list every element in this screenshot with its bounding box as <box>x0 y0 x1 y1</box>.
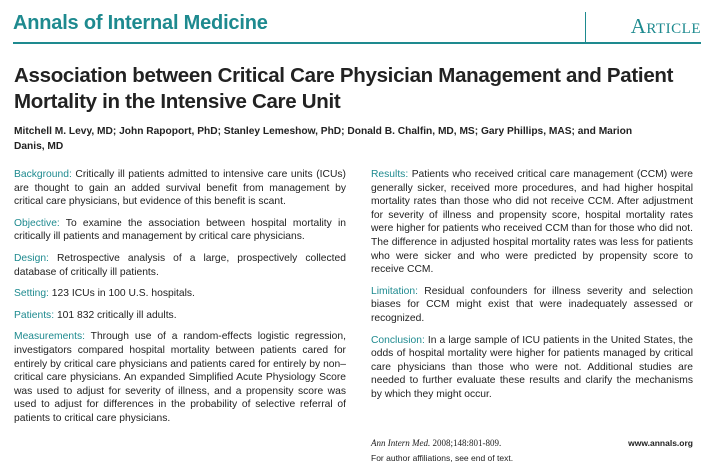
article-title: Association between Critical Care Physician Management and Patient Mortality in the Intensive Care Unit <box>14 64 674 113</box>
section-text: 101 832 critically ill adults. <box>56 309 177 321</box>
abstract-limitation <box>371 285 693 326</box>
section-heading: Setting: <box>14 288 49 300</box>
section-text: Through use of a random-effects logistic regression, investigators compared hospital mortality between patients cared for entirely by critical care physicians and patients cared for entirely by non–critical care physicians. An expanded Simplified Acute Physiology Score was used to adjust for severity of illness, and a propensity score was used to adjust for differences in the probability of selective referral of patients to critical care physicians. <box>14 331 346 424</box>
section-text: 123 ICUs in 100 U.S. hospitals. <box>51 288 195 300</box>
abstract-left-column <box>14 168 346 434</box>
section-text: Patients who received critical care management (CCM) were generally sicker, received more procedures, and had higher hospital mortality rates than those who did not receive CCM. After adjustment for severity of illness and propensity score, hospital mortality rates were higher for patients who received CCM than for those who did not. The difference in adjusted hospital mortality rates was less for patients who were sicker and who were predicted by propensity score to receive CCM. <box>371 169 693 276</box>
abstract-right-column <box>371 168 693 410</box>
section-text: In a large sample of ICU patients in the United States, the odds of hospital mortality were higher for patients managed by critical care physicians than those who were not. Additional studies are needed to further evaluate these results and clarify the mechanisms by which they might occur. <box>371 334 693 400</box>
section-heading: Conclusion: <box>371 334 425 346</box>
citation-volume: 2008;148:801-809. <box>430 438 502 448</box>
abstract-patients <box>14 309 346 323</box>
abstract-background <box>14 168 346 209</box>
abstract-objective <box>14 217 346 244</box>
section-heading: Measurements: <box>14 331 85 343</box>
author-list: Mitchell M. Levy, MD; John Rapoport, PhD; Stanley Lemeshow, PhD; Donald B. Chalfin, MD, MS; Gary Phillips, MAS; and Marion Danis, MD <box>14 126 633 152</box>
abstract-design <box>14 252 346 279</box>
section-label-rest: RTICLE <box>646 21 701 37</box>
section-label-initial: A <box>630 14 647 38</box>
citation-journal: Ann Intern Med. <box>371 438 431 448</box>
citation <box>371 438 501 448</box>
section-text: Residual confounders for illness severity and selection biases for CCM might exist that were inadequately assessed or recognized. <box>371 285 693 324</box>
affiliations-note: For author affiliations, see end of text. <box>371 453 514 463</box>
section-heading: Results: <box>371 169 409 180</box>
header-rule <box>13 42 701 44</box>
section-text: Critically ill patients admitted to intensive care units (ICUs) are thought to gain an added survival benefit from management by critical care physicians, but evidence of this benefit is scant. <box>14 169 346 208</box>
section-heading: Design: <box>14 252 49 264</box>
abstract-results <box>371 168 693 277</box>
section-heading: Patients: <box>14 309 55 321</box>
header-divider <box>585 12 586 42</box>
section-heading: Limitation: <box>371 285 418 297</box>
abstract-conclusion <box>371 334 693 402</box>
section-text: To examine the association between hospital mortality in critically ill patients and management by critical care physicians. <box>14 217 346 243</box>
section-heading: Background: <box>14 169 72 180</box>
journal-name: Annals of Internal Medicine <box>13 12 268 34</box>
abstract-measurements <box>14 330 346 425</box>
section-label <box>631 14 701 39</box>
journal-url[interactable]: www.annals.org <box>628 438 693 448</box>
abstract-setting <box>14 287 346 301</box>
section-heading: Objective: <box>14 217 60 229</box>
section-text: Retrospective analysis of a large, prospectively collected database of critically ill patients. <box>14 252 346 278</box>
